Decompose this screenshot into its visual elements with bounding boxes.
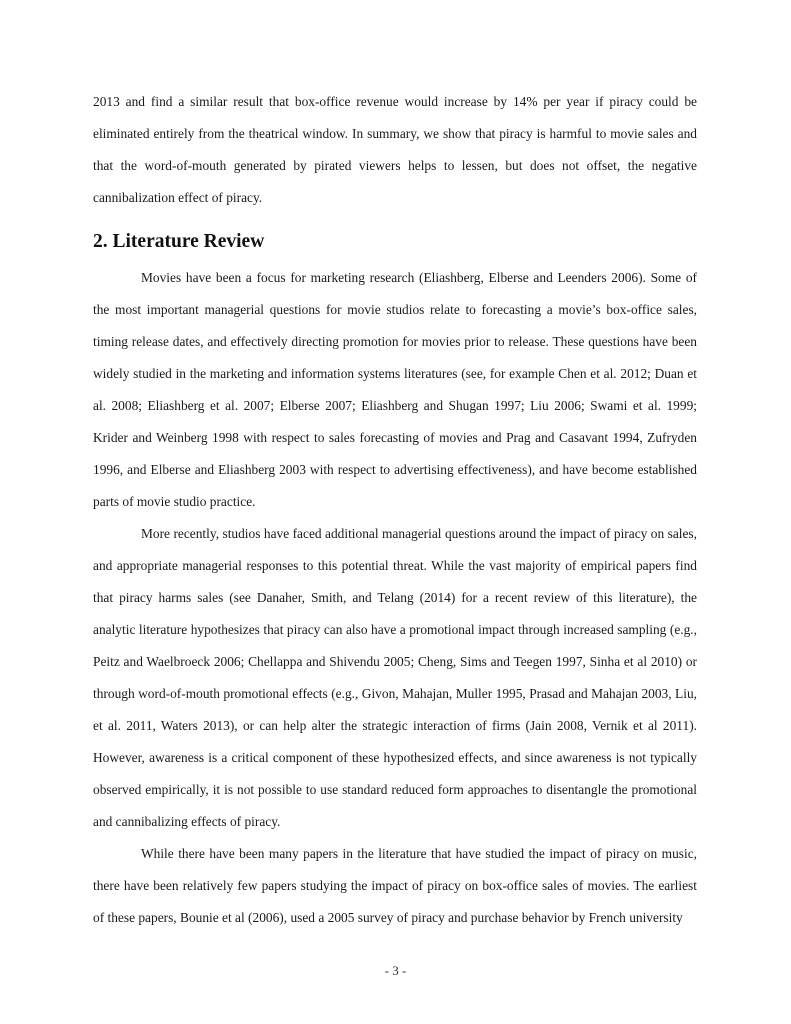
section-body (93, 262, 697, 934)
page-number: - 3 - (384, 963, 407, 978)
paragraph-1: Movies have been a focus for marketing research (Eliashberg, Elberse and Leenders 2006). Some of the most important managerial questions for movie studios relate to forecasting a movie’s box-office sales, timing release dates, and effectively directing promotion for movies prior to release. These questions have been widely studied in the marketing and information systems literatures (see, for example Chen et al. 2012; Duan et al. 2008; Eliashberg et al. 2007; Elberse 2007; Eliashberg and Shugan 1997; Liu 2006; Swami et al. 1999; Krider and Weinberg 1998 with respect to sales forecasting of movies and Prag and Casavant 1994, Zufryden 1996, and Elberse and Eliashberg 2003 with respect to advertising effectiveness), and have become established parts of movie studio practice. (93, 270, 697, 509)
section-heading: 2. Literature Review (93, 231, 265, 252)
paragraph-2: More recently, studios have faced additional managerial questions around the impact of piracy on sales, and appropriate managerial responses to this potential threat. While the vast majority of empirical papers find that piracy harms sales (see Danaher, Smith, and Telang (2014) for a recent review of this literature), the analytic literature hypothesizes that piracy can also have a promotional impact through increased sampling (e.g., Peitz and Waelbroeck 2006; Chellappa and Shivendu 2005; Cheng, Sims and Teegen 1997, Sinha et al 2010) or through word-of-mouth promotional effects (e.g., Givon, Mahajan, Muller 1995, Prasad and Mahajan 2003, Liu, et al. 2011, Waters 2013), or can help alter the strategic interaction of firms (Jain 2008, Vernik et al 2011). However, awareness is a critical component of these hypothesized effects, and since awareness is not typically observed empirically, it is not possible to use standard reduced form approaches to disentangle the promotional and cannibalizing effects of piracy. (93, 526, 697, 829)
paragraph-3: While there have been many papers in the literature that have studied the impact of piracy on music, there have been relatively few papers studying the impact of piracy on box-office sales of movies. The earliest of these papers, Bounie et al (2006), used a 2005 survey of piracy and purchase behavior by French university (93, 846, 697, 925)
intro-text (93, 86, 697, 214)
intro-paragraph: 2013 and find a similar result that box-office revenue would increase by 14% per year if piracy could be eliminated entirely from the theatrical window. In summary, we show that piracy is harmful to movie sales and that the word-of-mouth generated by pirated viewers helps to lessen, but does not offset, the negative cannibalization effect of piracy. (93, 94, 697, 205)
